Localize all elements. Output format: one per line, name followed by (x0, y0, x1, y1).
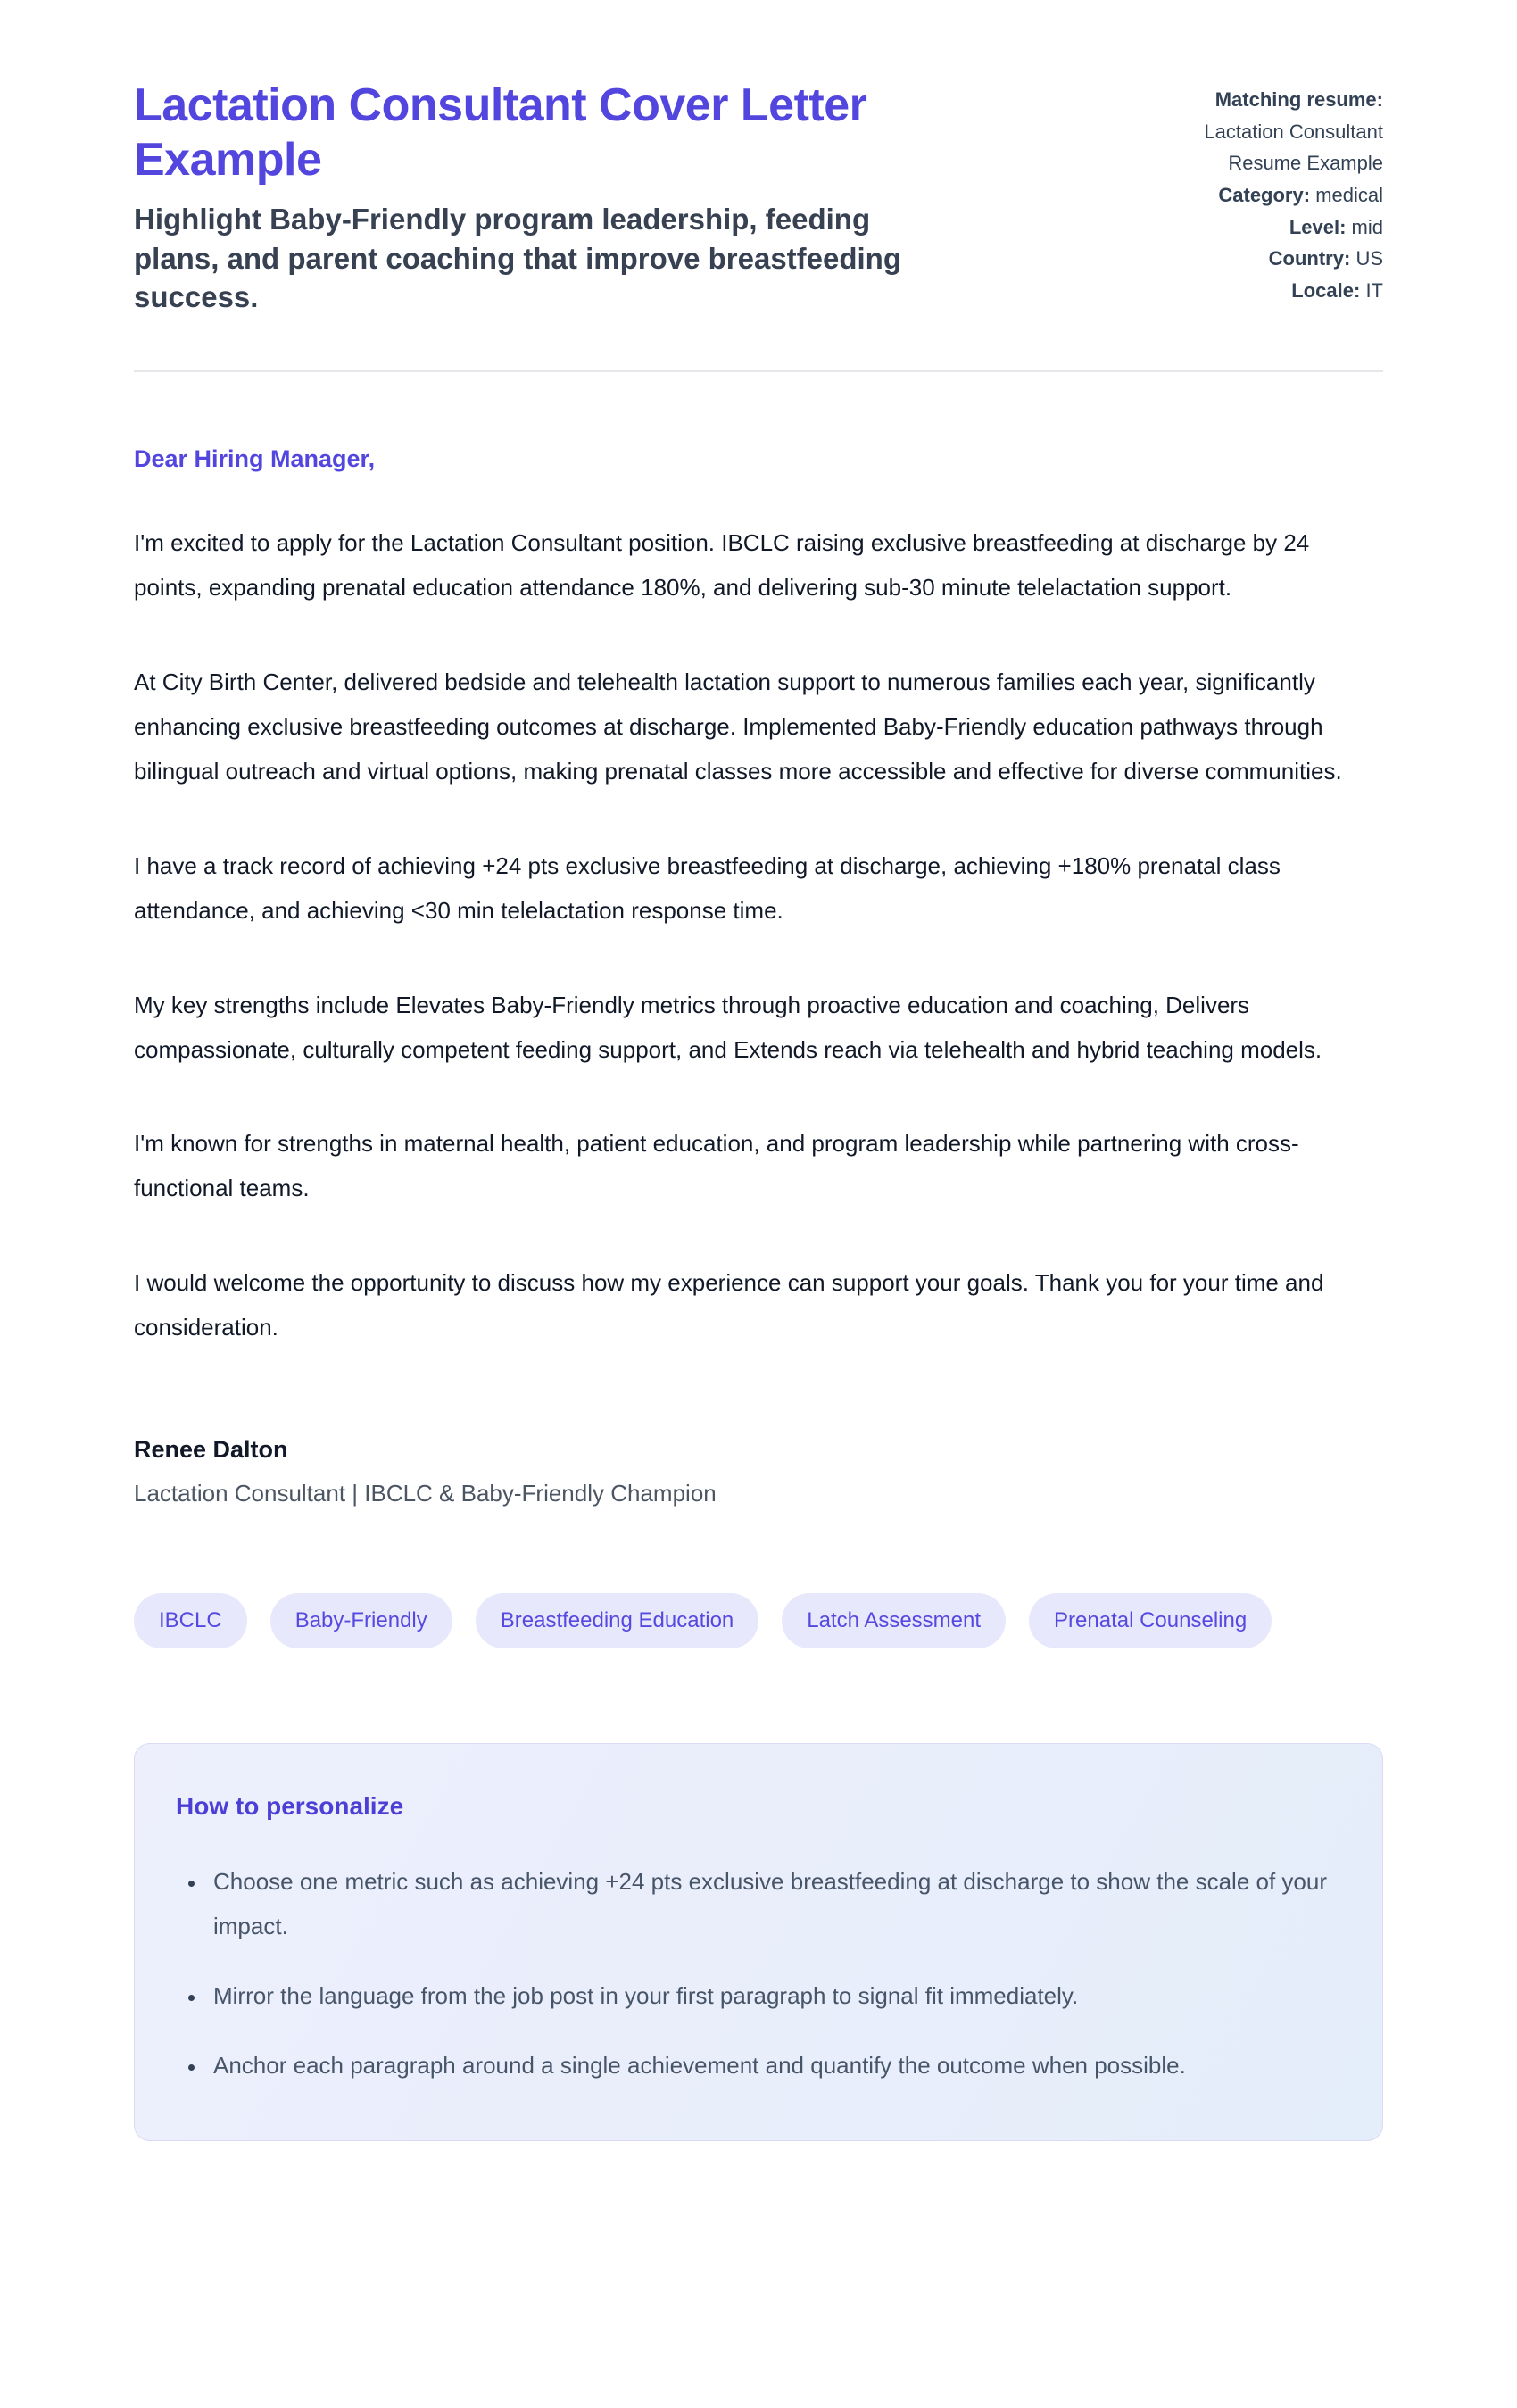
signature-role: Lactation Consultant | IBCLC & Baby-Friendly Champion (134, 1480, 717, 1507)
letter-paragraph-3: I have a track record of achieving +24 pts exclusive breastfeeding at discharge, achieving +180% prenatal class attendance, and achieving <30 min telelactation response time. (134, 851, 1281, 924)
content-column (134, 0, 1383, 2141)
meta-matching-resume-value[interactable]: Lactation Consultant Resume Example (1204, 120, 1383, 175)
signature-name: Renee Dalton (134, 1436, 288, 1464)
meta-matching-resume-label: Matching resume: (1214, 88, 1383, 111)
page-subtitle: Highlight Baby-Friendly program leadership, feeding plans, and parent coaching that improve breastfeeding success. (134, 202, 901, 314)
personalize-item-1: • Choose one metric such as achieving +24 pts exclusive breastfeeding at discharge to show the scale of your impact. (206, 1860, 1341, 1949)
header-divider (134, 370, 1383, 372)
header (134, 79, 1383, 317)
letter-paragraph-5: I'm known for strengths in maternal health, patient education, and program leadership while partnering with cross-functional teams. (134, 1130, 1299, 1202)
meta-level-value: mid (1351, 215, 1383, 238)
letter-greeting: Dear Hiring Manager, (134, 445, 376, 473)
tag-pill-latch-assessment: Latch Assessment (782, 1593, 1006, 1648)
meta-country-value: US (1355, 247, 1383, 270)
tag-pill-ibclc: IBCLC (134, 1593, 247, 1648)
personalize-item-2: • Mirror the language from the job post in your first paragraph to signal fit immediately. (206, 1974, 1341, 2019)
personalize-list (176, 1860, 1341, 2088)
meta-category-label: Category: (1218, 183, 1311, 206)
meta-level (1144, 212, 1383, 244)
meta-category-value: medical (1315, 183, 1383, 206)
page-title: Lactation Consultant Cover Letter Example (134, 79, 867, 186)
letter-paragraph-6: I would welcome the opportunity to discuss how my experience can support your goals. Thank you for your time and consideration. (134, 1269, 1324, 1341)
letter-paragraph-4: My key strengths include Elevates Baby-Friendly metrics through proactive education and coaching, Delivers compassionate, culturally competent feeding support, and Extends reach via telehealth and hybrid teaching models. (134, 991, 1322, 1063)
tag-pill-breastfeeding-education: Breastfeeding Education (476, 1593, 759, 1648)
meta-category (1144, 179, 1383, 212)
tag-pill-prenatal-counseling: Prenatal Counseling (1029, 1593, 1272, 1648)
personalize-item-3: • Anchor each paragraph around a single achievement and quantify the outcome when possible. (206, 2044, 1341, 2088)
meta-locale-value: IT (1365, 278, 1383, 302)
meta-country-label: Country: (1268, 247, 1351, 270)
personalize-heading: How to personalize (176, 1792, 404, 1821)
letter-paragraph-1: I'm excited to apply for the Lactation Consultant position. IBCLC raising exclusive breastfeeding at discharge by 24 points, expanding prenatal education attendance 180%, and delivering sub-30 minute telelactation support. (134, 529, 1310, 602)
meta-locale-label: Locale: (1291, 278, 1361, 302)
header-title-block (134, 79, 901, 317)
letter-paragraph-2: At City Birth Center, delivered bedside and telehealth lactation support to numerous families each year, significantly enhancing exclusive breastfeeding outcomes at discharge. Implemented Baby-Friendly education pathways through bilingual outreach and virtual options, making prenatal classes more accessible and effective for diverse communities. (134, 668, 1342, 785)
meta-country (1144, 243, 1383, 275)
meta-panel (1144, 79, 1383, 306)
personalize-box (134, 1743, 1383, 2141)
meta-level-label: Level: (1289, 215, 1347, 238)
tag-pill-baby-friendly: Baby-Friendly (270, 1593, 452, 1648)
meta-matching-resume (1144, 84, 1383, 179)
cover-letter-body (134, 445, 1383, 1507)
tag-list (134, 1593, 1383, 1648)
meta-locale (1144, 275, 1383, 307)
